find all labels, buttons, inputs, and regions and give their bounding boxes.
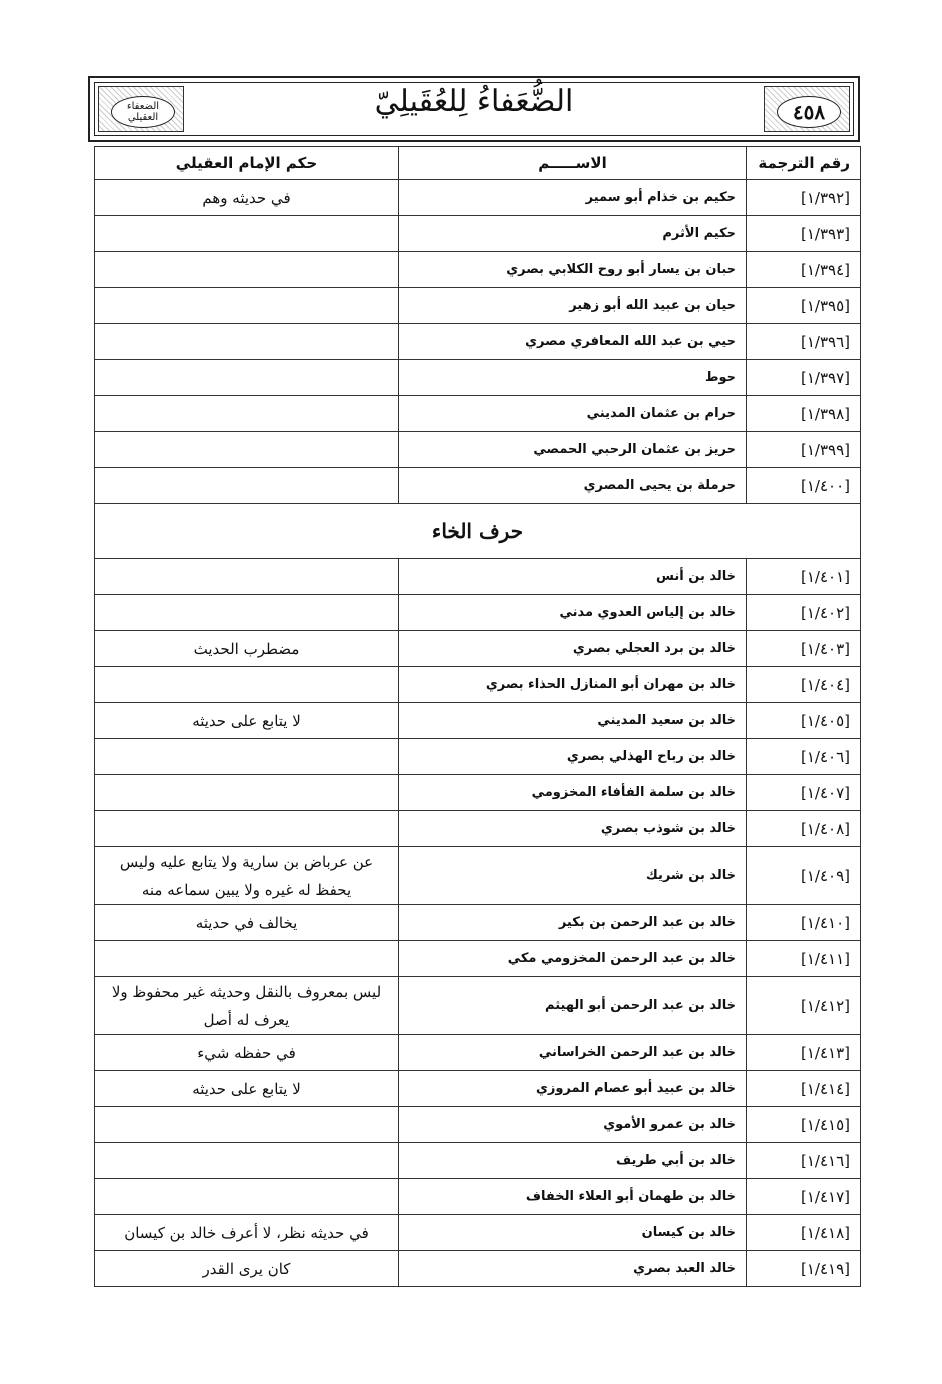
table-header-row [95, 147, 861, 180]
book-title: الضُّعَفاءُ لِلعُقَيلِيّ [374, 84, 574, 119]
table-row [95, 775, 861, 811]
judgment [95, 432, 399, 468]
narrator-name: خالد العبد بصري [399, 1251, 747, 1287]
judgment [95, 775, 399, 811]
table-row [95, 324, 861, 360]
judgment: ليس بمعروف بالنقل وحديثه غير محفوظ ولا يعرف له أصل [95, 977, 399, 1035]
table-row [95, 667, 861, 703]
narrator-name: حرام بن عثمان المديني [399, 396, 747, 432]
table-row [95, 905, 861, 941]
judgment: مضطرب الحديث [95, 631, 399, 667]
narrator-name: خالد بن سلمة الفأفاء المخزومي [399, 775, 747, 811]
judgment [95, 739, 399, 775]
book-logo: الضعفاء العقيلي [111, 96, 175, 128]
table-row [95, 703, 861, 739]
judgment: يخالف في حديثه [95, 905, 399, 941]
entry-number: [١/٤١٣] [747, 1035, 861, 1071]
judgment [95, 559, 399, 595]
table-row [95, 216, 861, 252]
table-row [95, 977, 861, 1035]
judgment [95, 360, 399, 396]
judgment [95, 468, 399, 504]
entry-number: [١/٣٩٧] [747, 360, 861, 396]
entry-number: [١/٤١٩] [747, 1251, 861, 1287]
table-row [95, 1107, 861, 1143]
column-header-judgment: حكم الإمام العقيلي [95, 147, 399, 180]
narrator-name: خالد بن مهران أبو المنازل الحذاء بصري [399, 667, 747, 703]
narrator-name: خالد بن سعيد المديني [399, 703, 747, 739]
column-header-number: رقم الترجمة [747, 147, 861, 180]
page-number: ٤٥٨ [777, 96, 841, 128]
page-header [88, 76, 860, 142]
column-header-name: الاســـــم [399, 147, 747, 180]
section-row [95, 504, 861, 559]
narrator-name: خالد بن كيسان [399, 1215, 747, 1251]
narrator-name: خالد بن أنس [399, 559, 747, 595]
table-row [95, 941, 861, 977]
table-row [95, 1179, 861, 1215]
table-row [95, 360, 861, 396]
narrator-name: خالد بن طهمان أبو العلاء الخفاف [399, 1179, 747, 1215]
entry-number: [١/٤١٥] [747, 1107, 861, 1143]
table-row [95, 595, 861, 631]
table-row [95, 739, 861, 775]
entry-number: [١/٤٠٢] [747, 595, 861, 631]
judgment [95, 252, 399, 288]
narrator-name: خالد بن برد العجلي بصري [399, 631, 747, 667]
entry-number: [١/٣٩٦] [747, 324, 861, 360]
judgment: كان يرى القدر [95, 1251, 399, 1287]
narrator-name: خالد بن شوذب بصري [399, 811, 747, 847]
judgment [95, 811, 399, 847]
narrator-name: حريز بن عثمان الرحبي الحمصي [399, 432, 747, 468]
narrator-name: خالد بن شريك [399, 847, 747, 905]
table-row [95, 432, 861, 468]
entry-number: [١/٣٩٨] [747, 396, 861, 432]
judgment: في حفظه شيء [95, 1035, 399, 1071]
entry-number: [١/٤٠٣] [747, 631, 861, 667]
judgment [95, 288, 399, 324]
table-row [95, 1251, 861, 1287]
table-row [95, 559, 861, 595]
entry-number: [١/٤٠٦] [747, 739, 861, 775]
judgment [95, 941, 399, 977]
narrator-name: خالد بن عمرو الأموي [399, 1107, 747, 1143]
narrator-name: حكيم بن خذام أبو سمير [399, 180, 747, 216]
table-row [95, 847, 861, 905]
judgment [95, 1179, 399, 1215]
entry-number: [١/٤١٦] [747, 1143, 861, 1179]
entry-number: [١/٤٠١] [747, 559, 861, 595]
judgment [95, 667, 399, 703]
entry-number: [١/٤٠٥] [747, 703, 861, 739]
narrator-name: خالد بن رباح الهذلي بصري [399, 739, 747, 775]
entry-number: [١/٤٠٧] [747, 775, 861, 811]
judgment: لا يتابع على حديثه [95, 1071, 399, 1107]
table-row [95, 252, 861, 288]
judgment [95, 1107, 399, 1143]
section-title: حرف الخاء [95, 504, 861, 559]
narrator-name: خالد بن عبد الرحمن بن بكير [399, 905, 747, 941]
table-row [95, 396, 861, 432]
narrator-name: خالد بن عبد الرحمن أبو الهيثم [399, 977, 747, 1035]
judgment [95, 324, 399, 360]
entry-number: [١/٣٩٩] [747, 432, 861, 468]
entry-number: [١/٤٠٨] [747, 811, 861, 847]
entry-number: [١/٣٩٢] [747, 180, 861, 216]
judgment [95, 595, 399, 631]
entry-number: [١/٤١٧] [747, 1179, 861, 1215]
entry-number: [١/٤١٢] [747, 977, 861, 1035]
entry-number: [١/٤١١] [747, 941, 861, 977]
narrator-name: خالد بن عبد الرحمن الخراساني [399, 1035, 747, 1071]
table-row [95, 180, 861, 216]
judgment [95, 1143, 399, 1179]
entry-number: [١/٣٩٣] [747, 216, 861, 252]
table-row [95, 1071, 861, 1107]
narrators-table [94, 146, 861, 1287]
narrator-name: حبان بن يسار أبو روح الكلابي بصري [399, 252, 747, 288]
book-logo-ornament [98, 86, 184, 132]
narrator-name: خالد بن عبيد أبو عصام المروزي [399, 1071, 747, 1107]
entry-number: [١/٣٩٥] [747, 288, 861, 324]
table-row [95, 631, 861, 667]
judgment: لا يتابع على حديثه [95, 703, 399, 739]
narrator-name: حوط [399, 360, 747, 396]
judgment: عن عرباض بن سارية ولا يتابع عليه وليس يحفظ له غيره ولا يبين سماعه منه [95, 847, 399, 905]
narrator-name: حيي بن عبد الله المعافري مصري [399, 324, 747, 360]
narrator-name: حرملة بن يحيى المصري [399, 468, 747, 504]
judgment [95, 396, 399, 432]
judgment [95, 216, 399, 252]
table-row [95, 288, 861, 324]
entry-number: [١/٤١٨] [747, 1215, 861, 1251]
table-row [95, 1035, 861, 1071]
table-row [95, 1215, 861, 1251]
judgment: في حديثه وهم [95, 180, 399, 216]
entry-number: [١/٤٠٤] [747, 667, 861, 703]
narrator-name: خالد بن عبد الرحمن المخزومي مكي [399, 941, 747, 977]
table-row [95, 811, 861, 847]
table-row [95, 1143, 861, 1179]
narrator-name: خالد بن إلياس العدوي مدني [399, 595, 747, 631]
entry-number: [١/٣٩٤] [747, 252, 861, 288]
table-row [95, 468, 861, 504]
entry-number: [١/٤٠٩] [747, 847, 861, 905]
judgment: في حديثه نظر، لا أعرف خالد بن كيسان [95, 1215, 399, 1251]
entry-number: [١/٤٠٠] [747, 468, 861, 504]
narrator-name: حكيم الأثرم [399, 216, 747, 252]
narrator-name: حيان بن عبيد الله أبو زهير [399, 288, 747, 324]
narrator-name: خالد بن أبي طريف [399, 1143, 747, 1179]
entry-number: [١/٤١٤] [747, 1071, 861, 1107]
entry-number: [١/٤١٠] [747, 905, 861, 941]
